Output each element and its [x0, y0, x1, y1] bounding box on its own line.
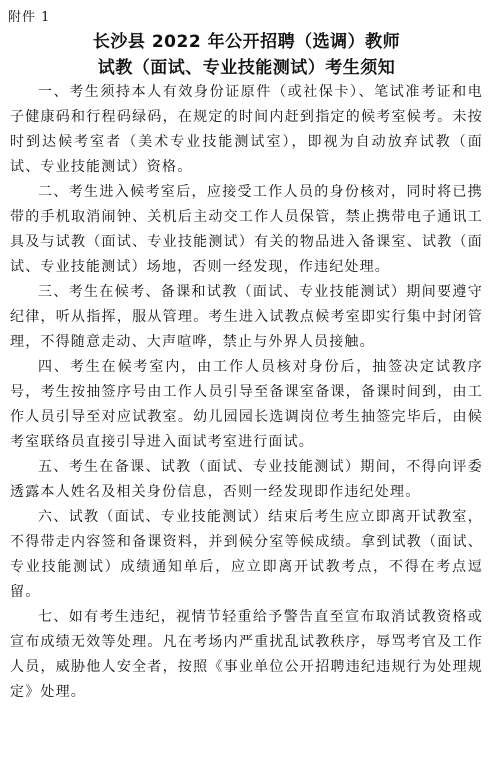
rule-paragraph-6: 六、试教（面试、专业技能测试）结束后考生应立即离开试教室，不得带走内容签和备课资料，并到候分室等候成绩。拿到试教（面试、专业技能测试）成绩通知单后，应立即离开试教考点，不得在考点逗留。 — [10, 509, 483, 600]
rule-paragraph-7: 七、如有考生违纪，视情节轻重给予警告直至宣布取消试教资格或宣布成绩无效等处理。凡在考场内严重扰乱试教秩序，辱骂考官及工作人员，威胁他人安全者，按照《事业单位公开招聘违纪违规行为处理规定》处理。 — [10, 609, 483, 700]
rule-paragraph-3: 三、考生在候考、备课和试教（面试、专业技能测试）期间要遵守纪律，听从指挥，服从管理。考生进入试教点候考室即实行集中封闭管理，不得随意走动、大声喧哗，禁止与外界人员接触。 — [10, 284, 483, 350]
rule-paragraph-4: 四、考生在候考室内，由工作人员核对身份后，抽签决定试教序号，考生按抽签序号由工作人员引导至备课室备课，备课时间到，由工作人员引导至对应试教室。幼儿园园长选调岗位考生抽签完毕后，由候考室联络员直接引导进入面试考室进行面试。 — [10, 359, 483, 450]
rule-paragraph-2: 二、考生进入候考室后，应接受工作人员的身份核对，同时将已携带的手机取消闹钟、关机后主动交工作人员保管，禁止携带电子通讯工具及与试教（面试、专业技能测试）有关的物品进入备课室、试教（面试、专业技能测试）场地，否则一经发现，作违纪处理。 — [10, 184, 483, 275]
page-title-line-1: 长沙县 2022 年公开招聘（选调）教师 — [92, 32, 401, 52]
page-title-line-2: 试教（面试、专业技能测试）考生须知 — [97, 58, 396, 78]
rule-paragraph-5: 五、考生在备课、试教（面试、专业技能测试）期间，不得向评委透露本人姓名及相关身份信息，否则一经发现即作违纪处理。 — [10, 459, 483, 500]
rule-paragraph-1: 一、考生须持本人有效身份证原件（或社保卡）、笔试准考证和电子健康码和行程码绿码，在规定的时间内赶到指定的候考室候考。未按时到达候考室者（美术专业技能测试室），即视为自动放弃试教（面试、专业技能测试）资格。 — [10, 84, 483, 175]
notice-body — [10, 80, 483, 705]
attachment-label: 附件 1 — [8, 10, 51, 25]
